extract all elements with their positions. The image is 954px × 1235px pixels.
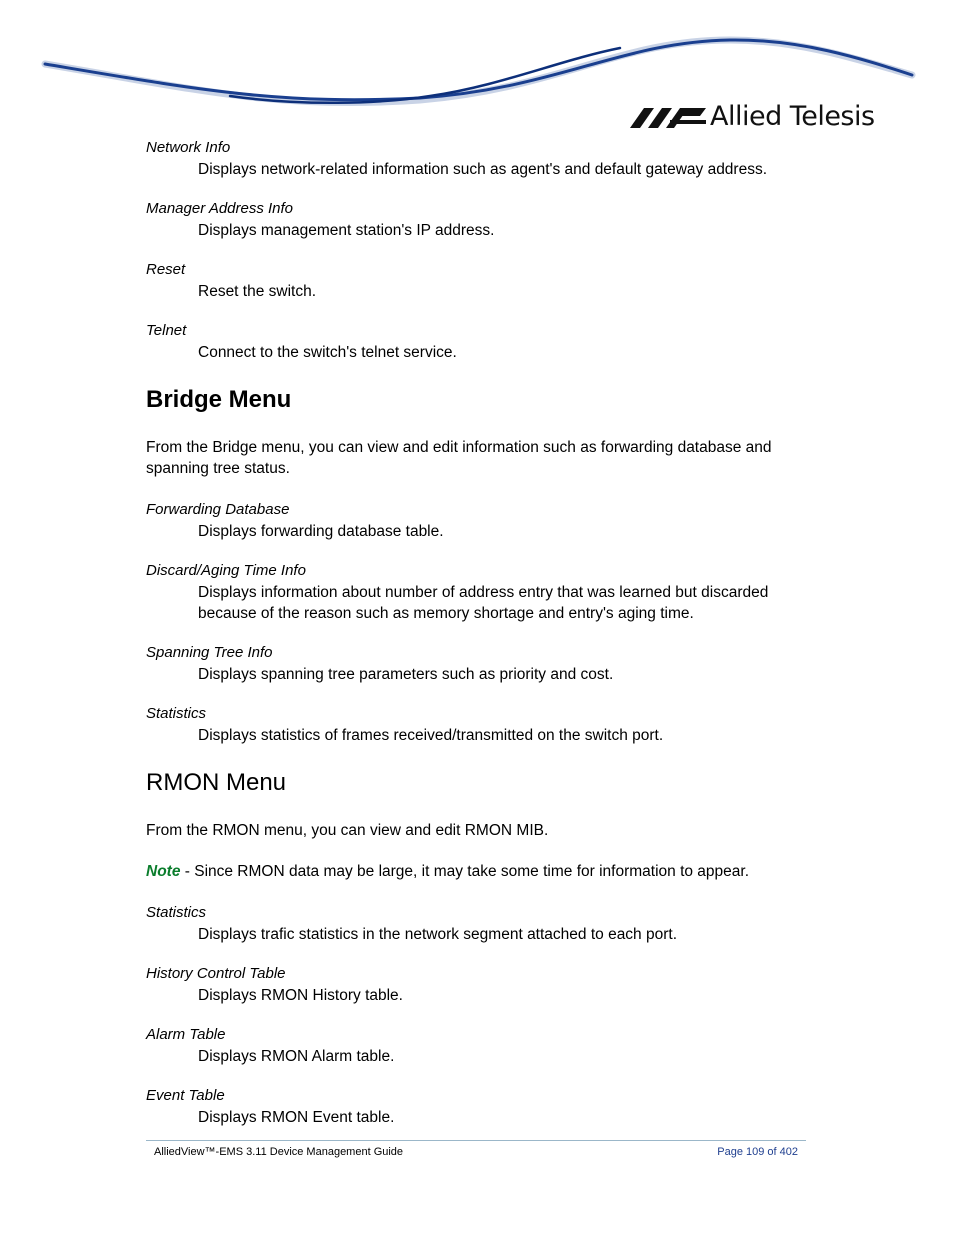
- list-item: [146, 137, 806, 180]
- rmon-intro: From the RMON menu, you can view and edit RMON MIB.: [146, 822, 549, 839]
- term-label: Spanning Tree Info: [146, 644, 273, 661]
- term-description: Displays information about number of address entry that was learned but discarded because of the reason such as memory shortage and entry's aging time.: [198, 584, 769, 622]
- term-label: History Control Table: [146, 965, 286, 982]
- note-label: Note: [146, 863, 181, 880]
- list-item: [146, 320, 806, 363]
- logo-mark-icon: [630, 100, 708, 134]
- term-description: Displays forwarding database table.: [198, 523, 444, 540]
- term-description: Displays RMON History table.: [198, 987, 403, 1004]
- list-item: [146, 259, 806, 302]
- footer-doc-title: AlliedView™-EMS 3.11 Device Management Guide: [154, 1146, 404, 1158]
- list-item: [146, 198, 806, 241]
- term-description: Connect to the switch's telnet service.: [198, 344, 457, 361]
- footer-page-number: Page 109 of 402: [717, 1146, 798, 1158]
- allied-telesis-logo: [630, 100, 875, 134]
- section-title-rmon: RMON Menu: [146, 769, 287, 796]
- list-item: [146, 642, 806, 685]
- term-description: Displays management station's IP address.: [198, 222, 495, 239]
- logo-text: Allied Telesis: [710, 101, 875, 132]
- list-item: [146, 902, 806, 945]
- term-label: Alarm Table: [146, 1026, 226, 1043]
- note-text: - Since RMON data may be large, it may take some time for information to appear.: [180, 863, 750, 880]
- term-description: Reset the switch.: [198, 283, 317, 300]
- list-item: [146, 703, 806, 746]
- term-label: Event Table: [146, 1087, 225, 1104]
- term-label: Statistics: [146, 904, 207, 921]
- list-item: [146, 1024, 806, 1067]
- bridge-intro: From the Bridge menu, you can view and edit information such as forwarding database and spanning tree status.: [146, 439, 772, 477]
- term-description: Displays statistics of frames received/transmitted on the switch port.: [198, 727, 664, 744]
- footer-divider: [146, 1140, 806, 1141]
- term-label: Network Info: [146, 139, 231, 156]
- section-title-bridge: Bridge Menu: [146, 386, 292, 413]
- term-label: Manager Address Info: [146, 200, 294, 217]
- list-item: [146, 1085, 806, 1128]
- term-label: Statistics: [146, 705, 207, 722]
- list-item: [146, 560, 806, 624]
- term-description: Displays trafic statistics in the network segment attached to each port.: [198, 926, 678, 943]
- term-label: Discard/Aging Time Info: [146, 562, 306, 579]
- list-item: [146, 963, 806, 1006]
- term-description: Displays RMON Event table.: [198, 1109, 395, 1126]
- list-item: [146, 499, 806, 542]
- rmon-note: [146, 861, 806, 882]
- term-description: Displays spanning tree parameters such as priority and cost.: [198, 666, 614, 683]
- term-description: Displays RMON Alarm table.: [198, 1048, 395, 1065]
- page-content: [146, 137, 806, 1128]
- term-label: Telnet: [146, 322, 187, 339]
- term-label: Reset: [146, 261, 186, 278]
- term-label: Forwarding Database: [146, 501, 290, 518]
- term-description: Displays network-related information such as agent's and default gateway address.: [198, 161, 768, 178]
